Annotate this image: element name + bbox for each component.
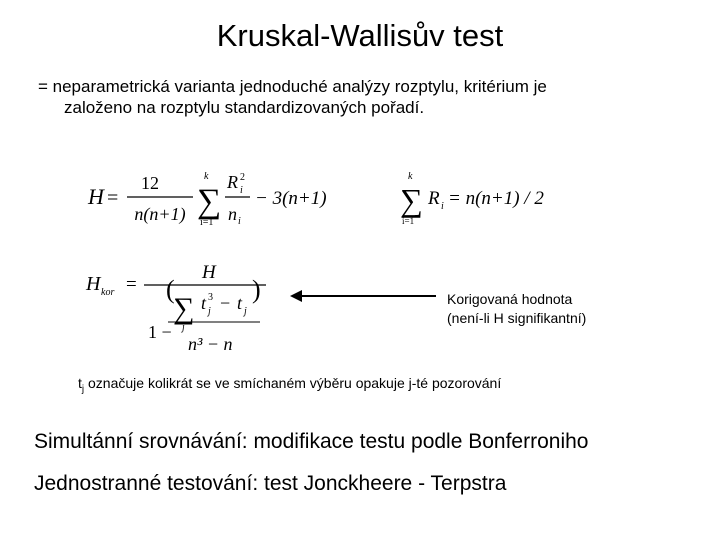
definition-line-1: = neparametrická varianta jednoduché analýzy rozptylu, kritérium je — [38, 77, 547, 96]
ties-subscript: j — [208, 306, 211, 317]
h-symbol: H — [88, 184, 104, 209]
h-kor-symbol: H — [86, 273, 101, 295]
ties-symbol: t — [201, 293, 207, 313]
ties-subscript-2: j — [244, 306, 247, 317]
ties-exponent: 3 — [208, 292, 213, 303]
rank-sum-symbol: R — [227, 172, 238, 192]
sum-lower-limit: i=1 — [402, 216, 415, 226]
definition-line-2: založeno na rozptylu standardizovaných pořadí. — [64, 98, 425, 117]
formula-tail: − 3(n+1) — [255, 188, 327, 209]
corrected-h-formula — [80, 258, 280, 363]
rank-subscript: i — [441, 201, 444, 212]
numerator-h: H — [202, 262, 216, 283]
equals-sign: = — [126, 274, 137, 295]
sum-index: j — [182, 322, 185, 333]
annotation-line-2: (není-li H signifikantní) — [447, 310, 587, 326]
fraction-denominator: n(n+1) — [134, 204, 186, 224]
definition-text — [38, 76, 688, 118]
h-kor-subscript: kor — [101, 287, 115, 298]
ties-minus: − — [220, 293, 231, 313]
one-sided-testing-line: Jednostranné testování: test Jonckheere - Terpstra — [34, 472, 507, 495]
rank-sum-identity — [400, 165, 590, 240]
slide-title: Kruskal-Wallisův test — [216, 18, 504, 53]
equals-sign: = — [107, 187, 119, 209]
simultaneous-comparison-line: Simultánní srovnávání: modifikace testu podle Bonferroniho — [34, 430, 589, 453]
right-paren: ) — [252, 275, 261, 304]
rank-sum-rhs: = n(n+1) / 2 — [448, 188, 544, 209]
summation-sign: ∑ — [400, 182, 423, 218]
annotation-note — [447, 290, 586, 328]
sum-lower-limit: i=1 — [200, 217, 214, 228]
left-paren: ( — [166, 275, 175, 304]
tj-subscript: j — [81, 383, 85, 395]
rank-sum-subscript: i — [240, 185, 243, 196]
summation-sign: ∑ — [197, 183, 222, 220]
sum-upper-limit: k — [408, 171, 413, 182]
annotation-line-1: Korigovaná hodnota — [447, 291, 573, 307]
summation-sign: ∑ — [173, 292, 195, 325]
ties-explanation — [78, 375, 501, 395]
one-minus: 1 − — [148, 322, 172, 342]
annotation-arrow — [290, 288, 440, 304]
group-size-symbol: n — [228, 204, 237, 224]
rank-symbol: R — [428, 188, 440, 209]
sum-upper-limit: k — [204, 171, 209, 182]
group-size-subscript: i — [238, 216, 241, 227]
ties-symbol-2: t — [237, 293, 243, 313]
rank-sum-exponent: 2 — [240, 172, 245, 183]
fraction-numerator: 12 — [141, 173, 159, 193]
kruskal-wallis-h-formula — [80, 158, 350, 238]
tj-symbol: t — [78, 375, 82, 391]
inner-denominator: n³ − n — [188, 334, 233, 354]
tj-description: označuje kolikrát se ve smíchaném výběru opakuje j-té pozorování — [84, 375, 502, 391]
